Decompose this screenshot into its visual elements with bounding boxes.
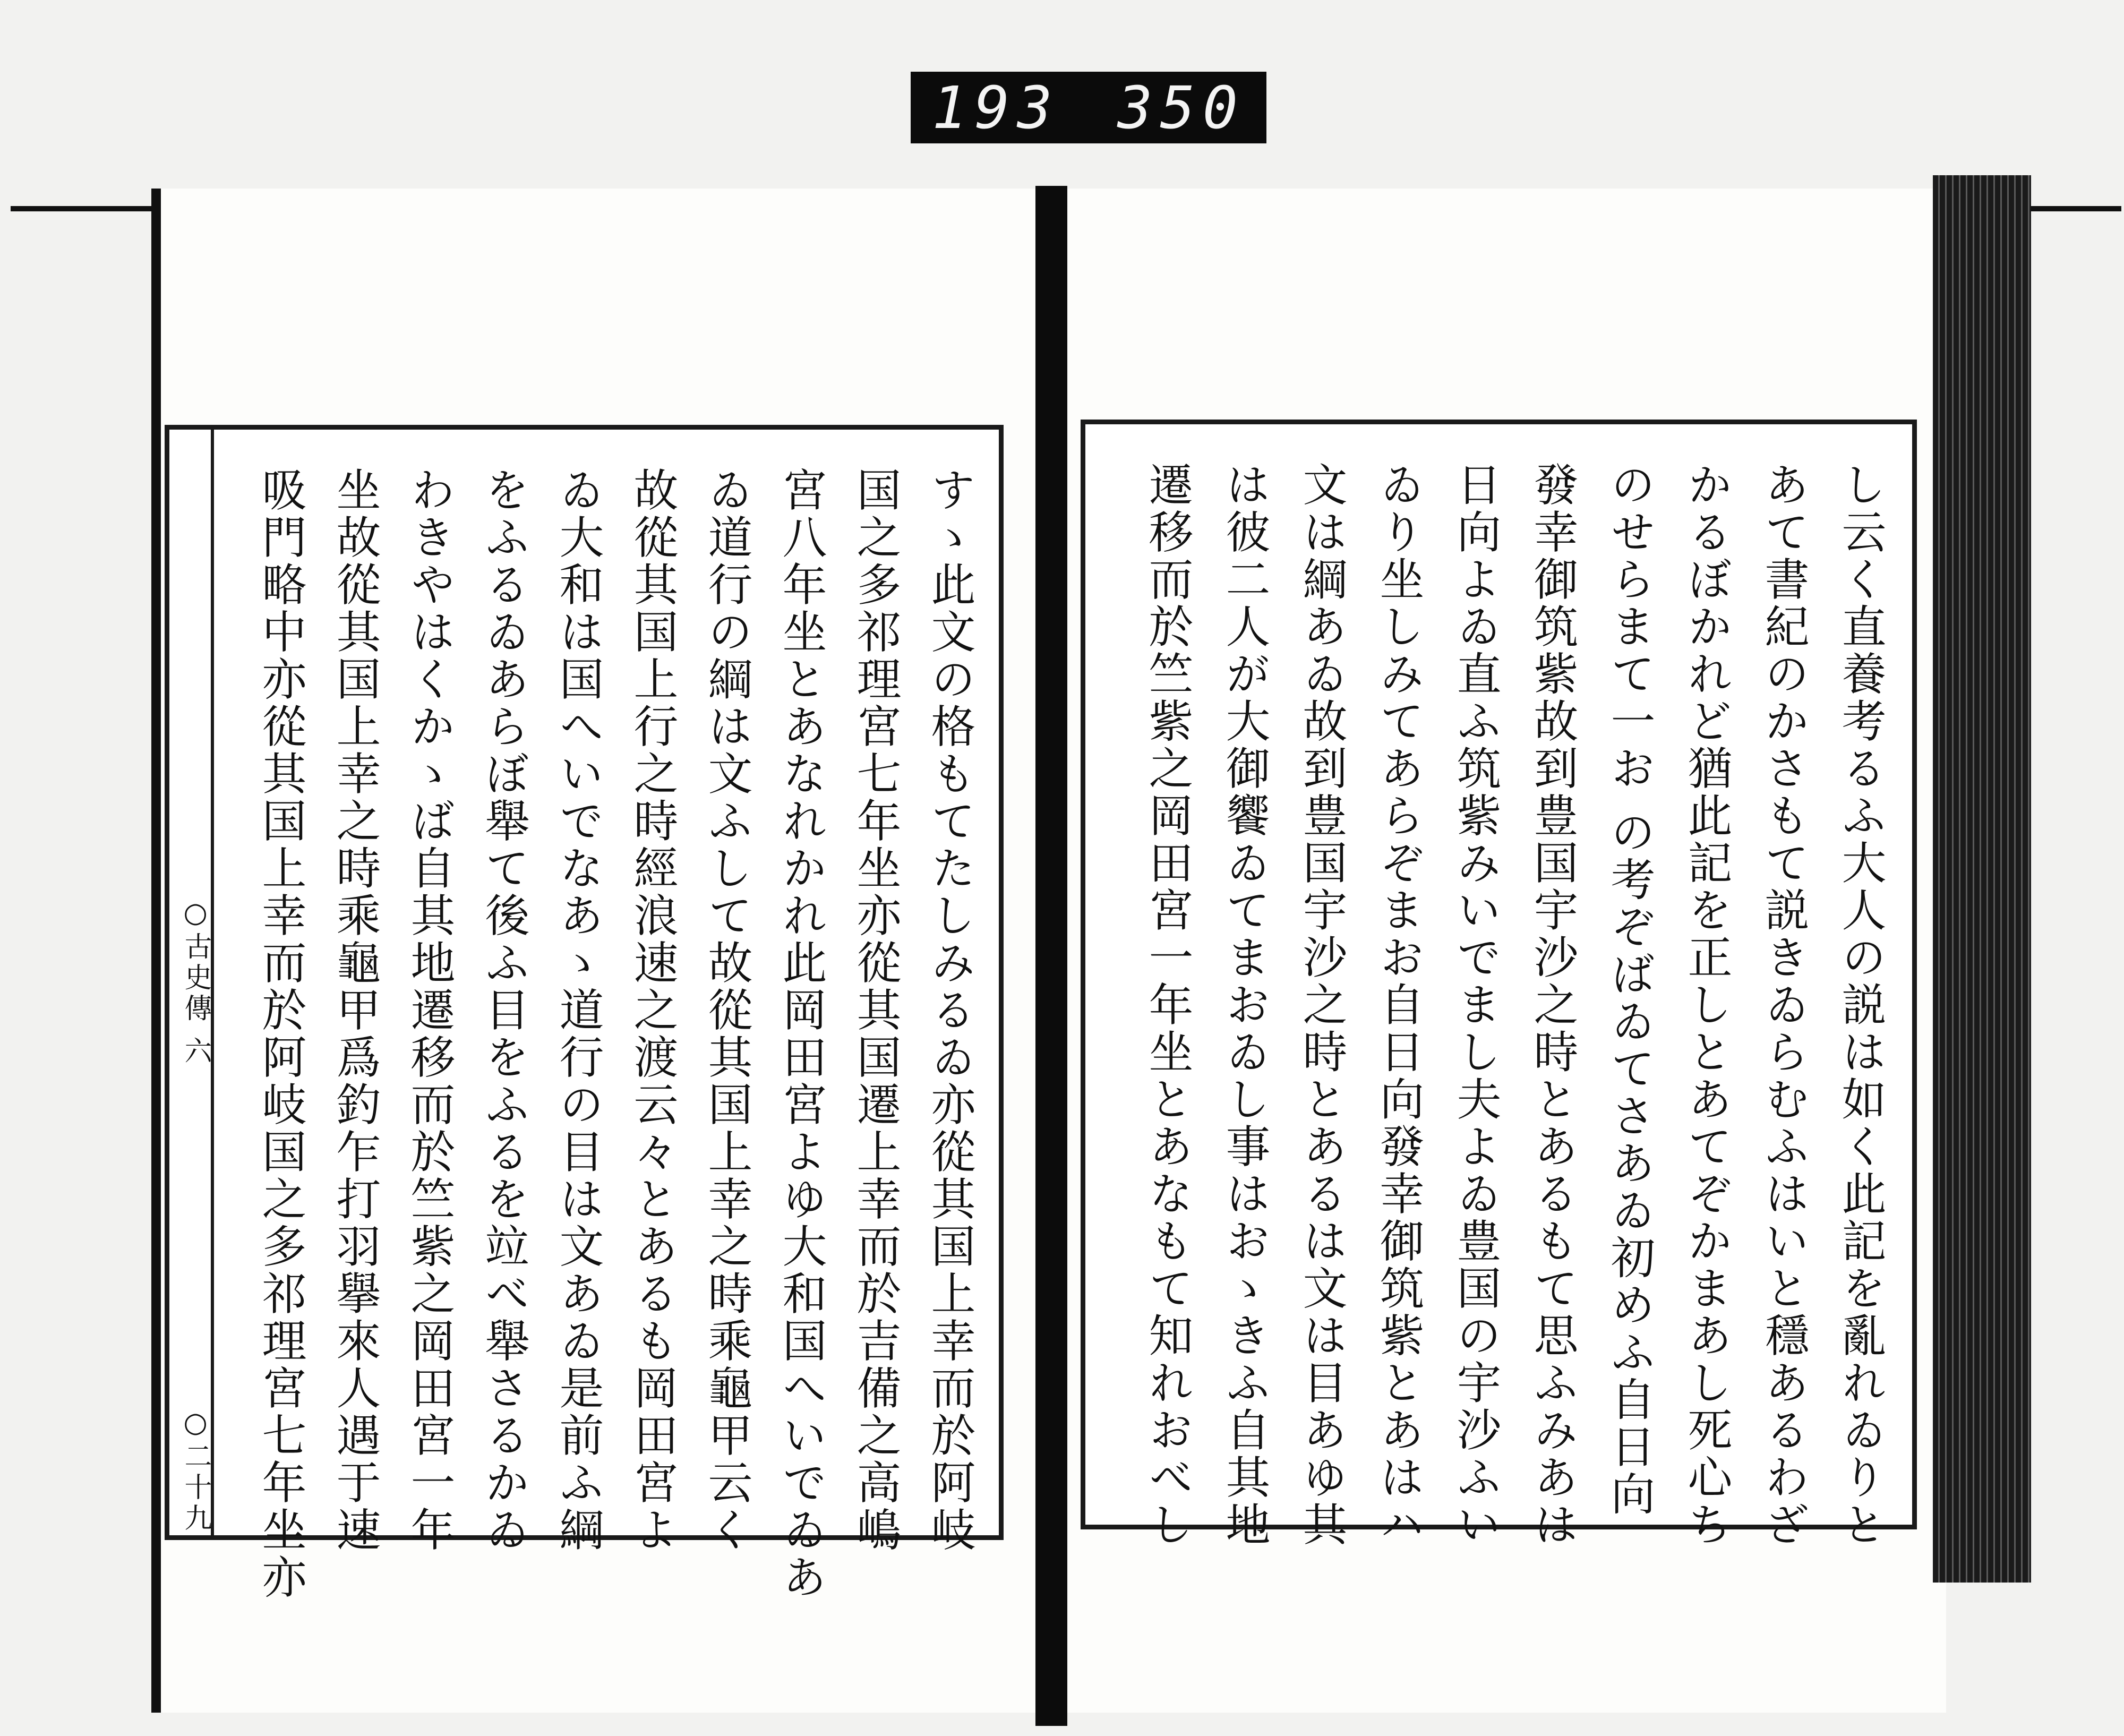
left-text-column-4: ゐ道行の綱は文ふして故從其国上幸之時乘龜甲云く: [701, 467, 753, 1554]
right-text-column-3: かるぼかれど猶此記を正しとあてぞかまあし死心ち: [1681, 461, 1733, 1549]
scan-label-strip: [911, 72, 1266, 143]
right-text-column-5: 發幸御筑紫故到豊国宇沙之時とあるもて思ふみあは: [1527, 461, 1579, 1549]
left-text-column-8: わきやはくかゝば自其地遷移而於竺紫之岡田宮一年: [404, 467, 456, 1554]
left-text-column-2: 国之多祁理宮七年坐亦從其国遷上幸而於吉備之高嶋: [850, 467, 902, 1554]
left-text-frame: [165, 425, 1004, 1601]
right-text-frame: [1081, 420, 1917, 1549]
scan-label-right-number: 350: [1117, 73, 1245, 142]
right-text-column-6: 日向よゐ直ふ筑紫みいでまし夫よゐ豊国の宇沙ふい: [1450, 461, 1502, 1549]
left-text-column-10: 吸門略中亦從其国上幸而於阿岐国之多祁理宮七年坐亦: [255, 467, 307, 1601]
right-text-column-8: 文は綱あゐ故到豊国宇沙之時とあるは文は目あゆ其: [1296, 461, 1348, 1549]
right-text-column-10: 遷移而於竺紫之岡田宮一年坐とあなもて知れおべし: [1142, 461, 1194, 1549]
right-text-column-7: ゐり坐しみてあらぞまお自日向發幸御筑紫とあはハ: [1373, 461, 1425, 1549]
right-text-column-9: は彼二人が大御饗ゐてまおゐし事はおゝきふ自其地: [1219, 461, 1271, 1549]
top-edge-rule-left: [11, 206, 154, 211]
left-text-column-6: ゐ大和は国へいでなあゝ道行の目は文あゐ是前ふ綱: [552, 467, 604, 1554]
left-text-column-3: 宮八年坐とあなれかれ此岡田宮よゆ大和国へいでゐあ: [775, 467, 827, 1601]
right-text-column-2: あて書紀のかさもて説きゐらむふはいと穩あるわざ: [1758, 461, 1810, 1549]
right-text-column-4: のせらまて一お の考ぞばゐてさあゐ初めふ自日向: [1604, 461, 1656, 1518]
scan-label-left-number: 193: [932, 73, 1060, 142]
book-spine: [1035, 186, 1067, 1726]
folio-number: ○二十九: [179, 1407, 211, 1534]
page-edge-stack: [1933, 175, 2031, 1583]
left-text-column-7: をふるゐあらぼ舉て後ふ目をふるを竝べ舉さるかゐ: [478, 467, 530, 1554]
right-text-column-1: し云く直養考るふ大人の説は如く此記を亂れゐりと: [1835, 461, 1887, 1549]
margin-title: ○古史傳 六: [179, 897, 211, 1067]
left-text-column-5: 故從其国上行之時經浪速之渡云々とあるも岡田宮よ: [627, 467, 679, 1554]
left-text-column-9: 坐故從其国上幸之時乘龜甲爲釣乍打羽擧來人遇于速: [329, 467, 381, 1554]
left-text-column-1: すゝ此文の格もてたしみるゐ亦從其国上幸而於阿岐: [924, 467, 976, 1554]
